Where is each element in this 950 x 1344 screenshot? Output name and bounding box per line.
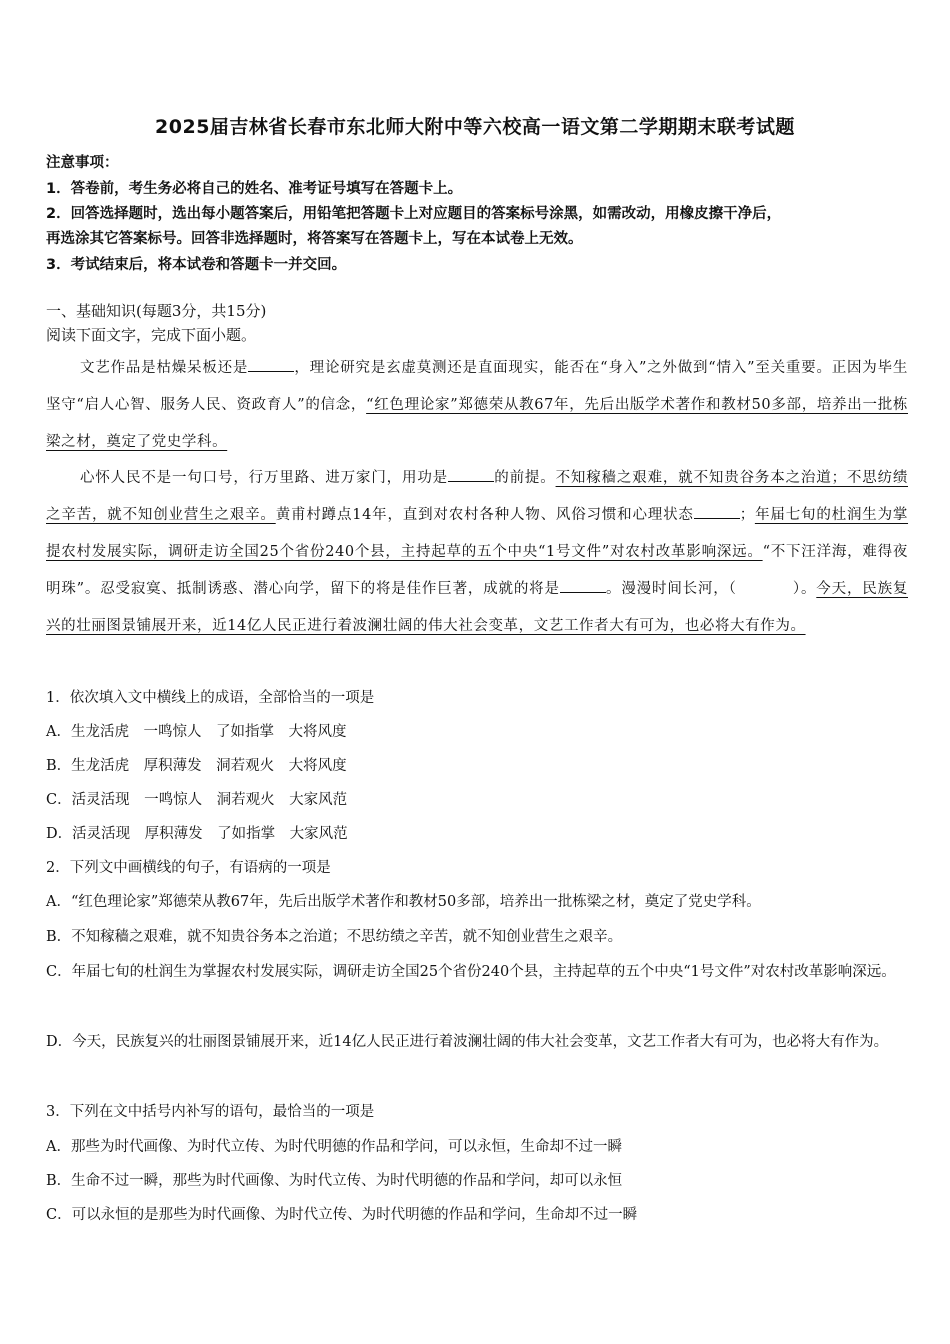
notice-item-1: 1．答卷前，考生务必将自己的姓名、准考证号填写在答题卡上。 [46,181,463,197]
underlined-sentence-a: “红色理论家”郑德荣从教67年，先后出版学术著作和教材50多部，培养出一批栋梁之材，奠定了党史学科。 [46,397,908,450]
question-2-stem: 2．下列文中画横线的句子，有语病的一项是 [46,860,331,876]
passage-paragraph-1 [46,350,908,461]
question-1-option-b: B．生龙活虎 厚积薄发 洞若观火 大将风度 [46,758,347,774]
underlined-sentence-d: 今天，民族复兴的壮丽图景铺展开来，近14亿人民正进行着波澜壮阔的伟大社会变革，文艺工作者大有可为，也必将大有作为。 [46,581,908,634]
notice-item-2: 2．回答选择题时，选出每小题答案后，用铅笔把答题卡上对应题目的答案标号涂黑，如需改动，用橡皮擦干净后， [46,206,782,222]
question-3-stem: 3．下列在文中括号内补写的语句，最恰当的一项是 [46,1104,375,1120]
question-1-option-c: C．活灵活现 一鸣惊人 洞若观火 大家风范 [46,792,348,808]
notice-item-2-cont: 再选涂其它答案标号。回答非选择题时，将答案写在答题卡上，写在本试卷上无效。 [46,231,583,247]
exam-title: 2025届吉林省长春市东北师大附中等六校高一语文第二学期期末联考试题 [155,116,795,138]
question-2-option-d: D．今天，民族复兴的壮丽图景铺展开来，近14亿人民正进行着波澜壮阔的伟大社会变革，文艺工作者大有可为，也必将大有作为。 [46,1034,889,1050]
question-1-stem: 1．依次填入文中横线上的成语，全部恰当的一项是 [46,690,375,706]
question-3-option-b: B．生命不过一瞬，那些为时代画像、为时代立传、为时代明德的作品和学问，却可以永恒 [46,1173,623,1189]
fill-blank-4 [560,578,606,593]
question-3-option-c: C．可以永恒的是那些为时代画像、为时代立传、为时代明德的作品和学问，生命却不过一瞬 [46,1207,638,1223]
question-2-option-c: C．年届七旬的杜润生为掌握农村发展实际，调研走访全国25个省份240个县，主持起草的五个中央“1号文件”对农村改革影响深远。 [46,964,896,980]
underlined-sentence-c: 年届七旬的杜润生为掌提农村发展实际，调研走访全国25个省份240个县，主持起草的五个中央“1号文件”对农村改革影响深远。 [46,507,909,560]
passage-text: ； [739,507,755,523]
passage-text: 黄甫村蹲点14年，直到对农村各种人物、风俗习惯和心理状态 [275,507,694,523]
fill-blank-3 [694,504,740,519]
fill-blank-2 [448,467,494,482]
passage-text: 文艺作品是枯燥呆板还是 [80,360,249,376]
notice-item-3: 3．考试结束后，将本试卷和答题卡一并交回。 [46,257,347,273]
question-2-option-b: B．不知稼穑之艰难，就不知贵谷务本之治道；不思纺绩之辛苦，就不知创业营生之艰辛。 [46,929,623,945]
passage-text: 。漫漫时间长河，（ [605,581,737,597]
passage-paragraph-2 [46,460,908,645]
question-1-option-d: D．活灵活现 厚积薄发 了如指掌 大家风范 [46,826,348,842]
passage-text: ，理论研究是玄虚莫测还是直面现实，能否在“身入”之外做到“情入”至关重要。正因为毕生坚守“启人心智、服务人民、资政育人”的信念， [46,360,908,413]
question-1-option-a: A．生龙活虎 一鸣惊人 了如指掌 大将风度 [46,724,347,740]
passage-text: 的前提。 [494,470,556,486]
question-2-option-a: A．“红色理论家”郑德荣从教67年，先后出版学术著作和教材50多部，培养出一批栋梁之材，奠定了党史学科。 [46,894,761,910]
notice-heading: 注意事项： [46,155,119,171]
passage-text: “不下汪洋海，难得夜明珠”。忍受寂寞、抵制诱惑、潜心向学，留下的将是佳作巨著，成就的将是 [46,544,908,597]
question-3-option-a: A．那些为时代画像、为时代立传、为时代明德的作品和学问，可以永恒，生命却不过一瞬 [46,1139,622,1155]
fill-blank-1 [248,357,294,372]
passage-text: 心怀人民不是一句口号，行万里路、进万家门，用功是 [80,470,448,486]
section-intro: 阅读下面文字，完成下面小题。 [46,326,257,344]
section-heading: 一、基础知识(每题3分，共15分) [46,302,267,320]
passage-text: ）。 [792,581,817,597]
underlined-sentence-b: 不知稼穑之艰难，就不知贵谷务本之治道；不思纺绩之辛苦，就不知创业营生之艰辛。 [46,470,908,523]
